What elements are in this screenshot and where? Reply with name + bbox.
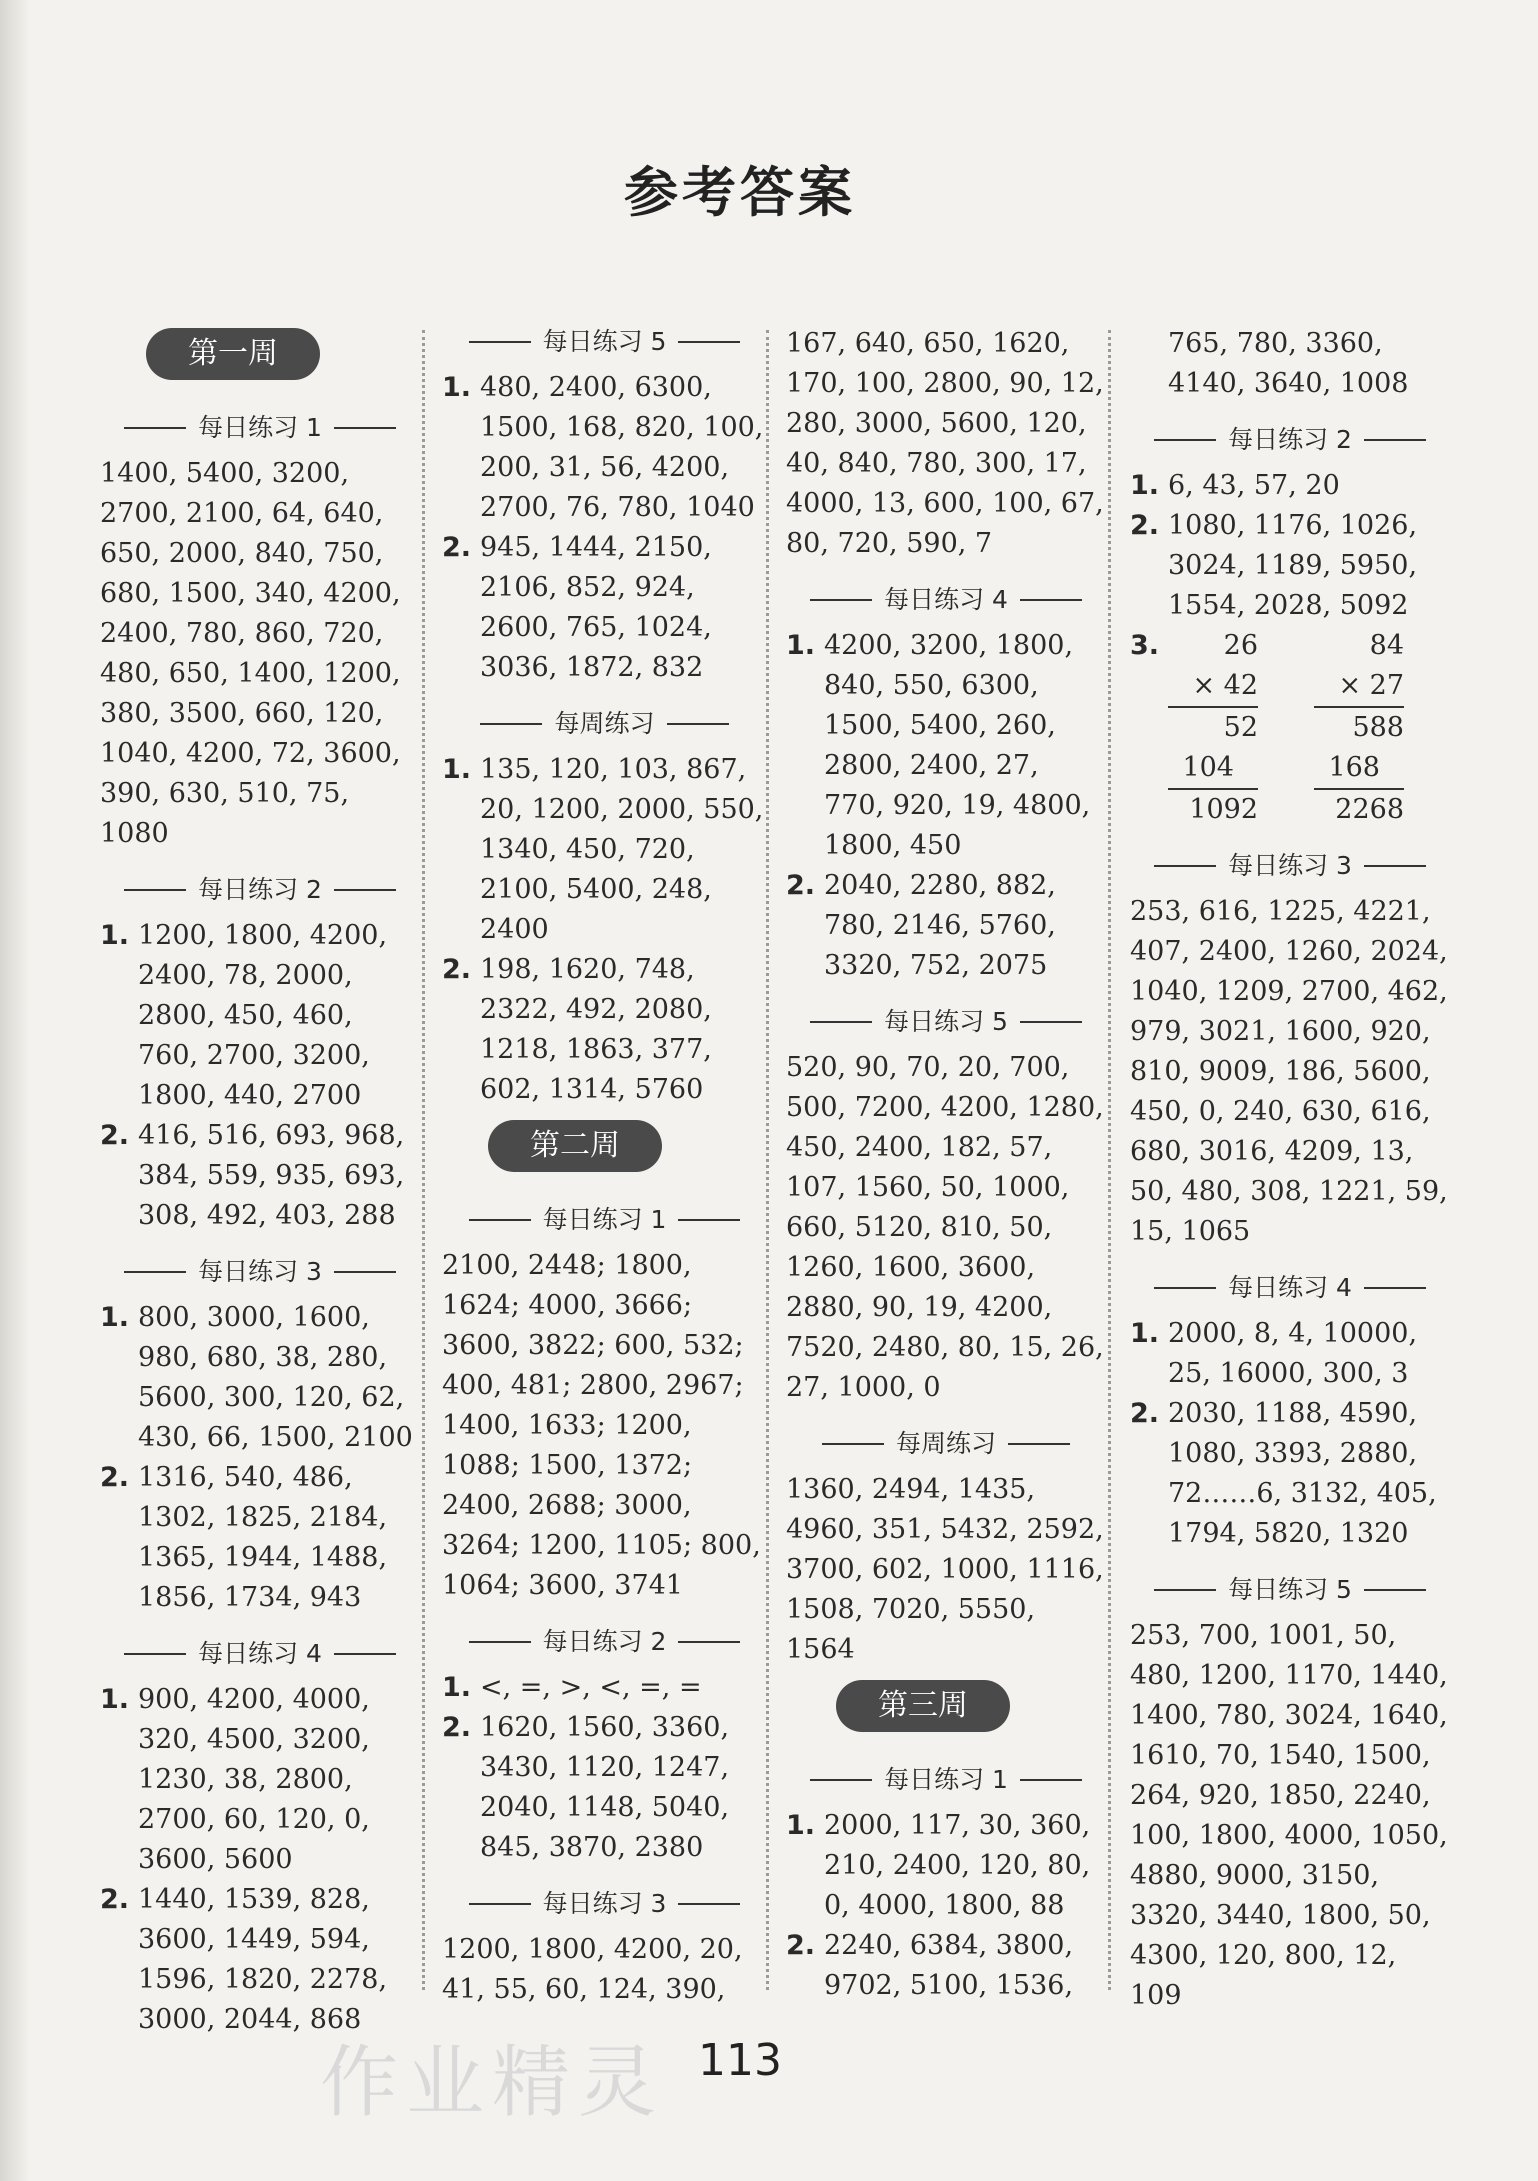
- answer-item: [100, 1298, 420, 1458]
- item-number: 1.: [786, 630, 816, 661]
- section-heading: 每日练习 2: [100, 870, 420, 910]
- section-heading: 每日练习 1: [442, 1200, 767, 1240]
- answer-text: 253, 700, 1001, 50, 480, 1200, 1170, 1440, 1400, 780, 3024, 1640, 1610, 70, 1540, 1500, 264, 920, 1850, 2240, 100, 1800, 4000, 1050, 4880, 9000, 3150, 3320, 3440, 1800, 50, 4300, 120, 800, 12, 109: [1130, 1620, 1448, 2011]
- answer-text: 1200, 1800, 4200, 20, 41, 55, 60, 124, 390,: [442, 1934, 743, 2005]
- partial-product: 168: [1314, 748, 1404, 790]
- item-number: 2.: [100, 1120, 130, 1151]
- answer-item: [1130, 1394, 1450, 1554]
- answer-item: [100, 1880, 420, 2040]
- item-number: 3.: [1130, 630, 1160, 661]
- item-number: 2.: [442, 532, 472, 563]
- week-badge: 第一周: [146, 328, 320, 380]
- multiplicand: 26: [1223, 630, 1258, 661]
- answer-text: 765, 780, 3360, 4140, 3640, 1008: [1168, 328, 1409, 399]
- item-number: 2.: [442, 1712, 472, 1743]
- section-heading: 每日练习 5: [442, 322, 767, 362]
- answer-text: 2000, 117, 30, 360, 210, 2400, 120, 80, 0, 4000, 1800, 88: [824, 1810, 1091, 1921]
- item-number: 1.: [442, 1672, 472, 1703]
- answer-text: 1360, 2494, 1435, 4960, 351, 5432, 2592, 3700, 602, 1000, 1116, 1508, 7020, 5550, 1564: [786, 1474, 1104, 1665]
- answer-item: [442, 1708, 767, 1868]
- vertical-multiplication: [1168, 626, 1258, 830]
- answer-item: [1130, 1314, 1450, 1394]
- answer-text: 6, 43, 57, 20: [1168, 470, 1340, 501]
- answer-item: [786, 866, 1106, 986]
- answer-text: 1620, 1560, 3360, 3430, 1120, 1247, 2040, 1148, 5040, 845, 3870, 2380: [480, 1712, 730, 1863]
- item-number: 2.: [1130, 510, 1160, 541]
- item-number: 1.: [100, 1302, 130, 1333]
- answer-text: 2000, 8, 4, 10000, 25, 16000, 300, 3: [1168, 1318, 1418, 1389]
- item-number: 1.: [442, 754, 472, 785]
- answer-item: [100, 1116, 420, 1236]
- answer-text: 1440, 1539, 828, 3600, 1449, 594, 1596, 1820, 2278, 3000, 2044, 868: [138, 1884, 388, 2035]
- answer-text: 4200, 3200, 1800, 840, 550, 6300, 1500, 5400, 260, 2800, 2400, 27, 770, 920, 19, 4800, 1800, 450: [824, 630, 1091, 861]
- answer-text: 520, 90, 70, 20, 700, 500, 7200, 4200, 1280, 450, 2400, 182, 57, 107, 1560, 50, 1000, 660, 5120, 810, 50, 1260, 1600, 3600, 2880, 90, 19, 4200, 7520, 2480, 80, 15, 26, 27, 1000, 0: [786, 1052, 1104, 1403]
- item-number: 2.: [100, 1884, 130, 1915]
- section-heading: 每日练习 1: [786, 1760, 1106, 1800]
- section-heading: 每周练习: [442, 704, 767, 744]
- page-title: 参考答案: [624, 161, 856, 224]
- section-heading: 每日练习 1: [100, 408, 420, 448]
- answer-item: [1130, 466, 1450, 506]
- section-heading: 每日练习 5: [1130, 1570, 1450, 1610]
- answer-text: <, =, >, <, =, =: [480, 1672, 702, 1703]
- answer-text: 1316, 540, 486, 1302, 1825, 2184, 1365, 1944, 1488, 1856, 1734, 943: [138, 1462, 388, 1613]
- item-number: 2.: [100, 1462, 130, 1493]
- answer-text: 900, 4200, 4000, 320, 4500, 3200, 1230, 38, 2800, 2700, 60, 120, 0, 3600, 5600: [138, 1684, 370, 1875]
- answer-item: [442, 528, 767, 688]
- multiplier: × 27: [1314, 666, 1404, 708]
- product: 1092: [1189, 794, 1258, 825]
- partial-product: 588: [1352, 712, 1404, 743]
- multiplicand: 84: [1369, 630, 1404, 661]
- answer-item: [442, 368, 767, 528]
- item-number: 1.: [100, 1684, 130, 1715]
- item-number: 1.: [786, 1810, 816, 1841]
- answer-text: 2040, 2280, 882, 780, 2146, 5760, 3320, 752, 2075: [824, 870, 1056, 981]
- item-number: 1.: [1130, 1318, 1160, 1349]
- multiplier: × 42: [1168, 666, 1258, 708]
- section-heading: 每日练习 4: [100, 1634, 420, 1674]
- item-number: 1.: [1130, 470, 1160, 501]
- section-heading: 每日练习 4: [1130, 1268, 1450, 1308]
- answer-text: 480, 2400, 6300, 1500, 168, 820, 100, 200, 31, 56, 4200, 2700, 76, 780, 1040: [480, 372, 764, 523]
- section-heading: 每日练习 2: [442, 1622, 767, 1662]
- answer-item: [100, 1458, 420, 1618]
- answer-item: [786, 1806, 1106, 1926]
- answer-text: 135, 120, 103, 867, 20, 1200, 2000, 550, 1340, 450, 720, 2100, 5400, 248, 2400: [480, 754, 764, 945]
- answer-item: [786, 626, 1106, 866]
- answer-text: 167, 640, 650, 1620, 170, 100, 2800, 90, 12, 280, 3000, 5600, 120, 40, 840, 780, 300, 17, 4000, 13, 600, 100, 67, 80, 720, 590, 7: [786, 328, 1104, 559]
- answer-text: 253, 616, 1225, 4221, 407, 2400, 1260, 2024, 1040, 1209, 2700, 462, 979, 3021, 1600, 920, 810, 9009, 186, 5600, 450, 0, 240, 630, 616, 680, 3016, 4209, 13, 50, 480, 308, 1221, 59, 15, 1065: [1130, 896, 1448, 1247]
- answer-item: [100, 1680, 420, 1880]
- section-heading: 每周练习: [786, 1424, 1106, 1464]
- answer-text: 1200, 1800, 4200, 2400, 78, 2000, 2800, 450, 460, 760, 2700, 3200, 1800, 440, 2700: [138, 920, 388, 1111]
- answer-text: 945, 1444, 2150, 2106, 852, 924, 2600, 765, 1024, 3036, 1872, 832: [480, 532, 712, 683]
- answer-column-4: [1130, 318, 1450, 2016]
- section-heading: 每日练习 2: [1130, 420, 1450, 460]
- answer-text: 1080, 1176, 1026, 3024, 1189, 5950, 1554, 2028, 5092: [1168, 510, 1418, 621]
- item-number: 2.: [786, 870, 816, 901]
- section-heading: 每日练习 5: [786, 1002, 1106, 1042]
- page-number: 113: [698, 2035, 782, 2086]
- section-heading: 每日练习 3: [442, 1884, 767, 1924]
- answer-text: 416, 516, 693, 968, 384, 559, 935, 693, 308, 492, 403, 288: [138, 1120, 405, 1231]
- answer-item: [786, 1926, 1106, 2006]
- item-number: 1.: [100, 920, 130, 951]
- answer-item: [1130, 626, 1450, 830]
- answer-text: 198, 1620, 748, 2322, 492, 2080, 1218, 1863, 377, 602, 1314, 5760: [480, 954, 712, 1105]
- section-heading: 每日练习 3: [1130, 846, 1450, 886]
- section-heading: 每日练习 4: [786, 580, 1106, 620]
- answer-item: [100, 916, 420, 1116]
- product: 2268: [1335, 794, 1404, 825]
- answer-text: 2240, 6384, 3800, 9702, 5100, 1536,: [824, 1930, 1074, 2001]
- answer-item: [442, 950, 767, 1110]
- column-divider: [1108, 330, 1111, 1990]
- watermark-logo: 作业精灵: [320, 2038, 665, 2128]
- answer-item: [1130, 506, 1450, 626]
- item-number: 2.: [1130, 1398, 1160, 1429]
- section-heading: 每日练习 3: [100, 1252, 420, 1292]
- partial-product: 52: [1223, 712, 1258, 743]
- answer-text: 2100, 2448; 1800, 1624; 4000, 3666; 3600, 3822; 600, 532; 400, 481; 2800, 2967; 1400, 1633; 1200, 1088; 1500, 1372; 2400, 2688; 3000, 3264; 1200, 1105; 800, 1064; 3600, 3741: [442, 1250, 761, 1601]
- partial-product: 104: [1168, 748, 1258, 790]
- item-number: 1.: [442, 372, 472, 403]
- answer-column-2: [442, 318, 767, 2010]
- answer-column-1: [100, 318, 420, 2040]
- vertical-multiplication-group: [1168, 626, 1404, 830]
- answer-column-3: [786, 318, 1106, 2006]
- answer-text: 2030, 1188, 4590, 1080, 3393, 2880, 72……6, 3132, 405, 1794, 5820, 1320: [1168, 1398, 1437, 1549]
- item-number: 2.: [442, 954, 472, 985]
- item-number: 2.: [786, 1930, 816, 1961]
- week-badge: 第二周: [488, 1120, 662, 1172]
- answer-item: [442, 750, 767, 950]
- answer-text: 800, 3000, 1600, 980, 680, 38, 280, 5600, 300, 120, 62, 430, 66, 1500, 2100: [138, 1302, 413, 1453]
- vertical-multiplication: [1314, 626, 1404, 830]
- answer-text: 1400, 5400, 3200, 2700, 2100, 64, 640, 650, 2000, 840, 750, 680, 1500, 340, 4200, 2400, 780, 860, 720, 480, 650, 1400, 1200, 380, 3500, 660, 120, 1040, 4200, 72, 3600, 390, 630, 510, 75, 1080: [100, 458, 401, 849]
- answer-item: [442, 1668, 767, 1708]
- column-divider: [422, 330, 425, 1990]
- week-badge: 第三周: [836, 1680, 1010, 1732]
- page-edge-shadow: [0, 0, 30, 2181]
